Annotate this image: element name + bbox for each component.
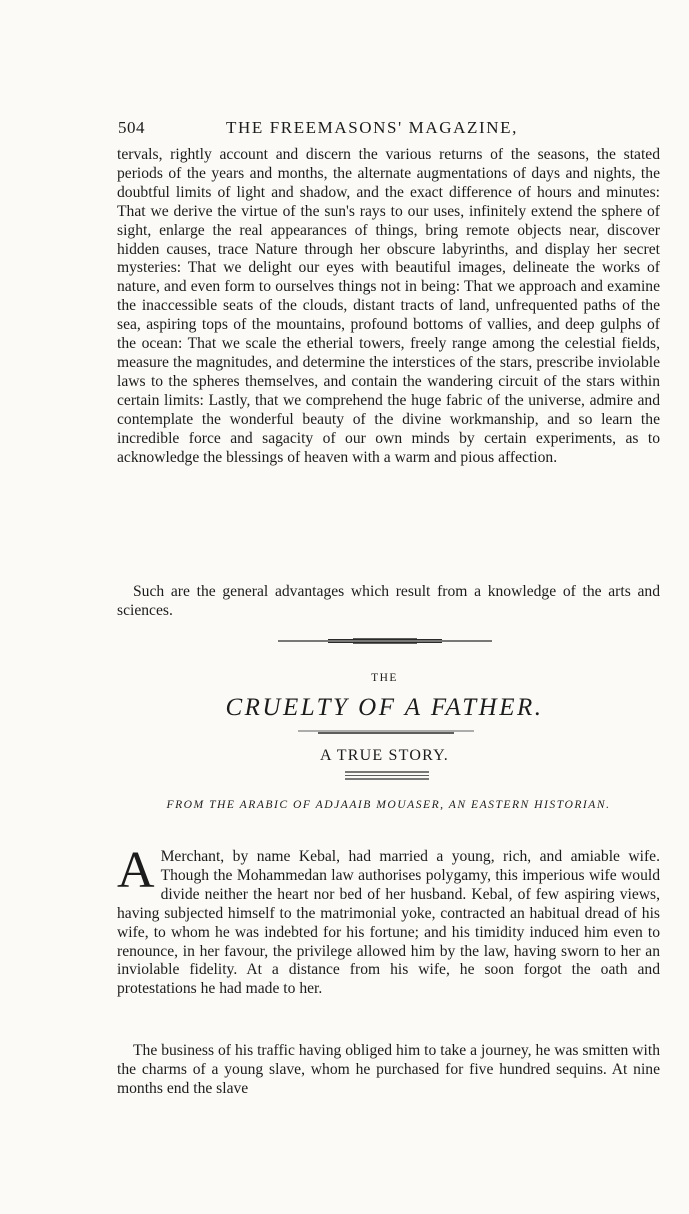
story-subtitle: A TRUE STORY. <box>320 747 449 764</box>
story-source-line: FROM THE ARABIC OF ADJAAIB MOUASER, AN EASTERN HISTORIAN. <box>166 798 611 811</box>
story-paragraph-2: The business of his traffic having obliged him to take a journey, he was smitten with the charms of a young slave, whom he purchased for five hundred sequins. At nine months end the slave <box>117 1042 660 1097</box>
story-kicker: THE <box>371 672 398 684</box>
essay-paragraph-1: tervals, rightly account and discern the various returns of the seasons, the stated periods of the years and months, the alternate augmentations of days and nights, the doubtful limits of light and shadow, and the exact difference of hours and minutes: That we derive the virtue of the sun's rays to our uses, infinitely extend the sphere of sight, enlarge the real appearances of things, bring remote objects near, discover hidden causes, trace Nature through her obscure labyrinths, and display her secret mysteries: That we delight our eyes with beautiful images, delineate the works of nature, and even form to ourselves things not in being: That we approach and examine the inaccessible seats of the clouds, distant tracts of land, unfrequented paths of the sea, aspiring tops of the mountains, profound bottoms of vallies, and deep gulphs of the ocean: That we scale the etherial towers, freely range among the celestial fields, measure the magnitudes, and determine the interstices of the stars, prescribe inviolable laws to the spheres themselves, and contain the wandering circuit of the stars within certain limits: Lastly, that we comprehend the huge fabric of the universe, admire and contemplate the wonderful beauty of the divine workmanship, and so learn the incredible force and sagacity of our own minds by certain experiments, as to acknowledge the blessings of heaven with a warm and pious affection. <box>117 146 660 466</box>
ornamental-divider <box>278 638 492 644</box>
story-title: CRUELTY OF A FATHER. <box>225 694 544 721</box>
magazine-title: THE FREEMASONS' MAGAZINE, <box>226 118 518 137</box>
story-paragraph-1 <box>117 842 660 999</box>
story-paragraph-1-text: Merchant, by name Kebal, had married a young, rich, and amiable wife. Though the Mohammedan law authorises polygamy, this imperious wife would divide neither the heart nor bed of her husband. Kebal, of few aspiring views, having subjected himself to the matrimonial yoke, contracted an habitual dread of his wife, to whom he was indebted for his fortune; and his timidity induced him even to renounce, in her favour, the privilege allowed him by the law, having sworn to her an inviolable fidelity. At a distance from his wife, he soon forgot the oath and protestations he had made to her. <box>117 848 660 998</box>
essay-paragraph-2: Such are the general advantages which result from a knowledge of the arts and sciences. <box>117 583 660 619</box>
subtitle-underline-rule <box>345 771 429 780</box>
running-head <box>118 118 658 142</box>
drop-cap-letter: A <box>117 842 155 899</box>
title-underline-rule <box>298 730 474 735</box>
page-number: 504 <box>118 118 145 137</box>
